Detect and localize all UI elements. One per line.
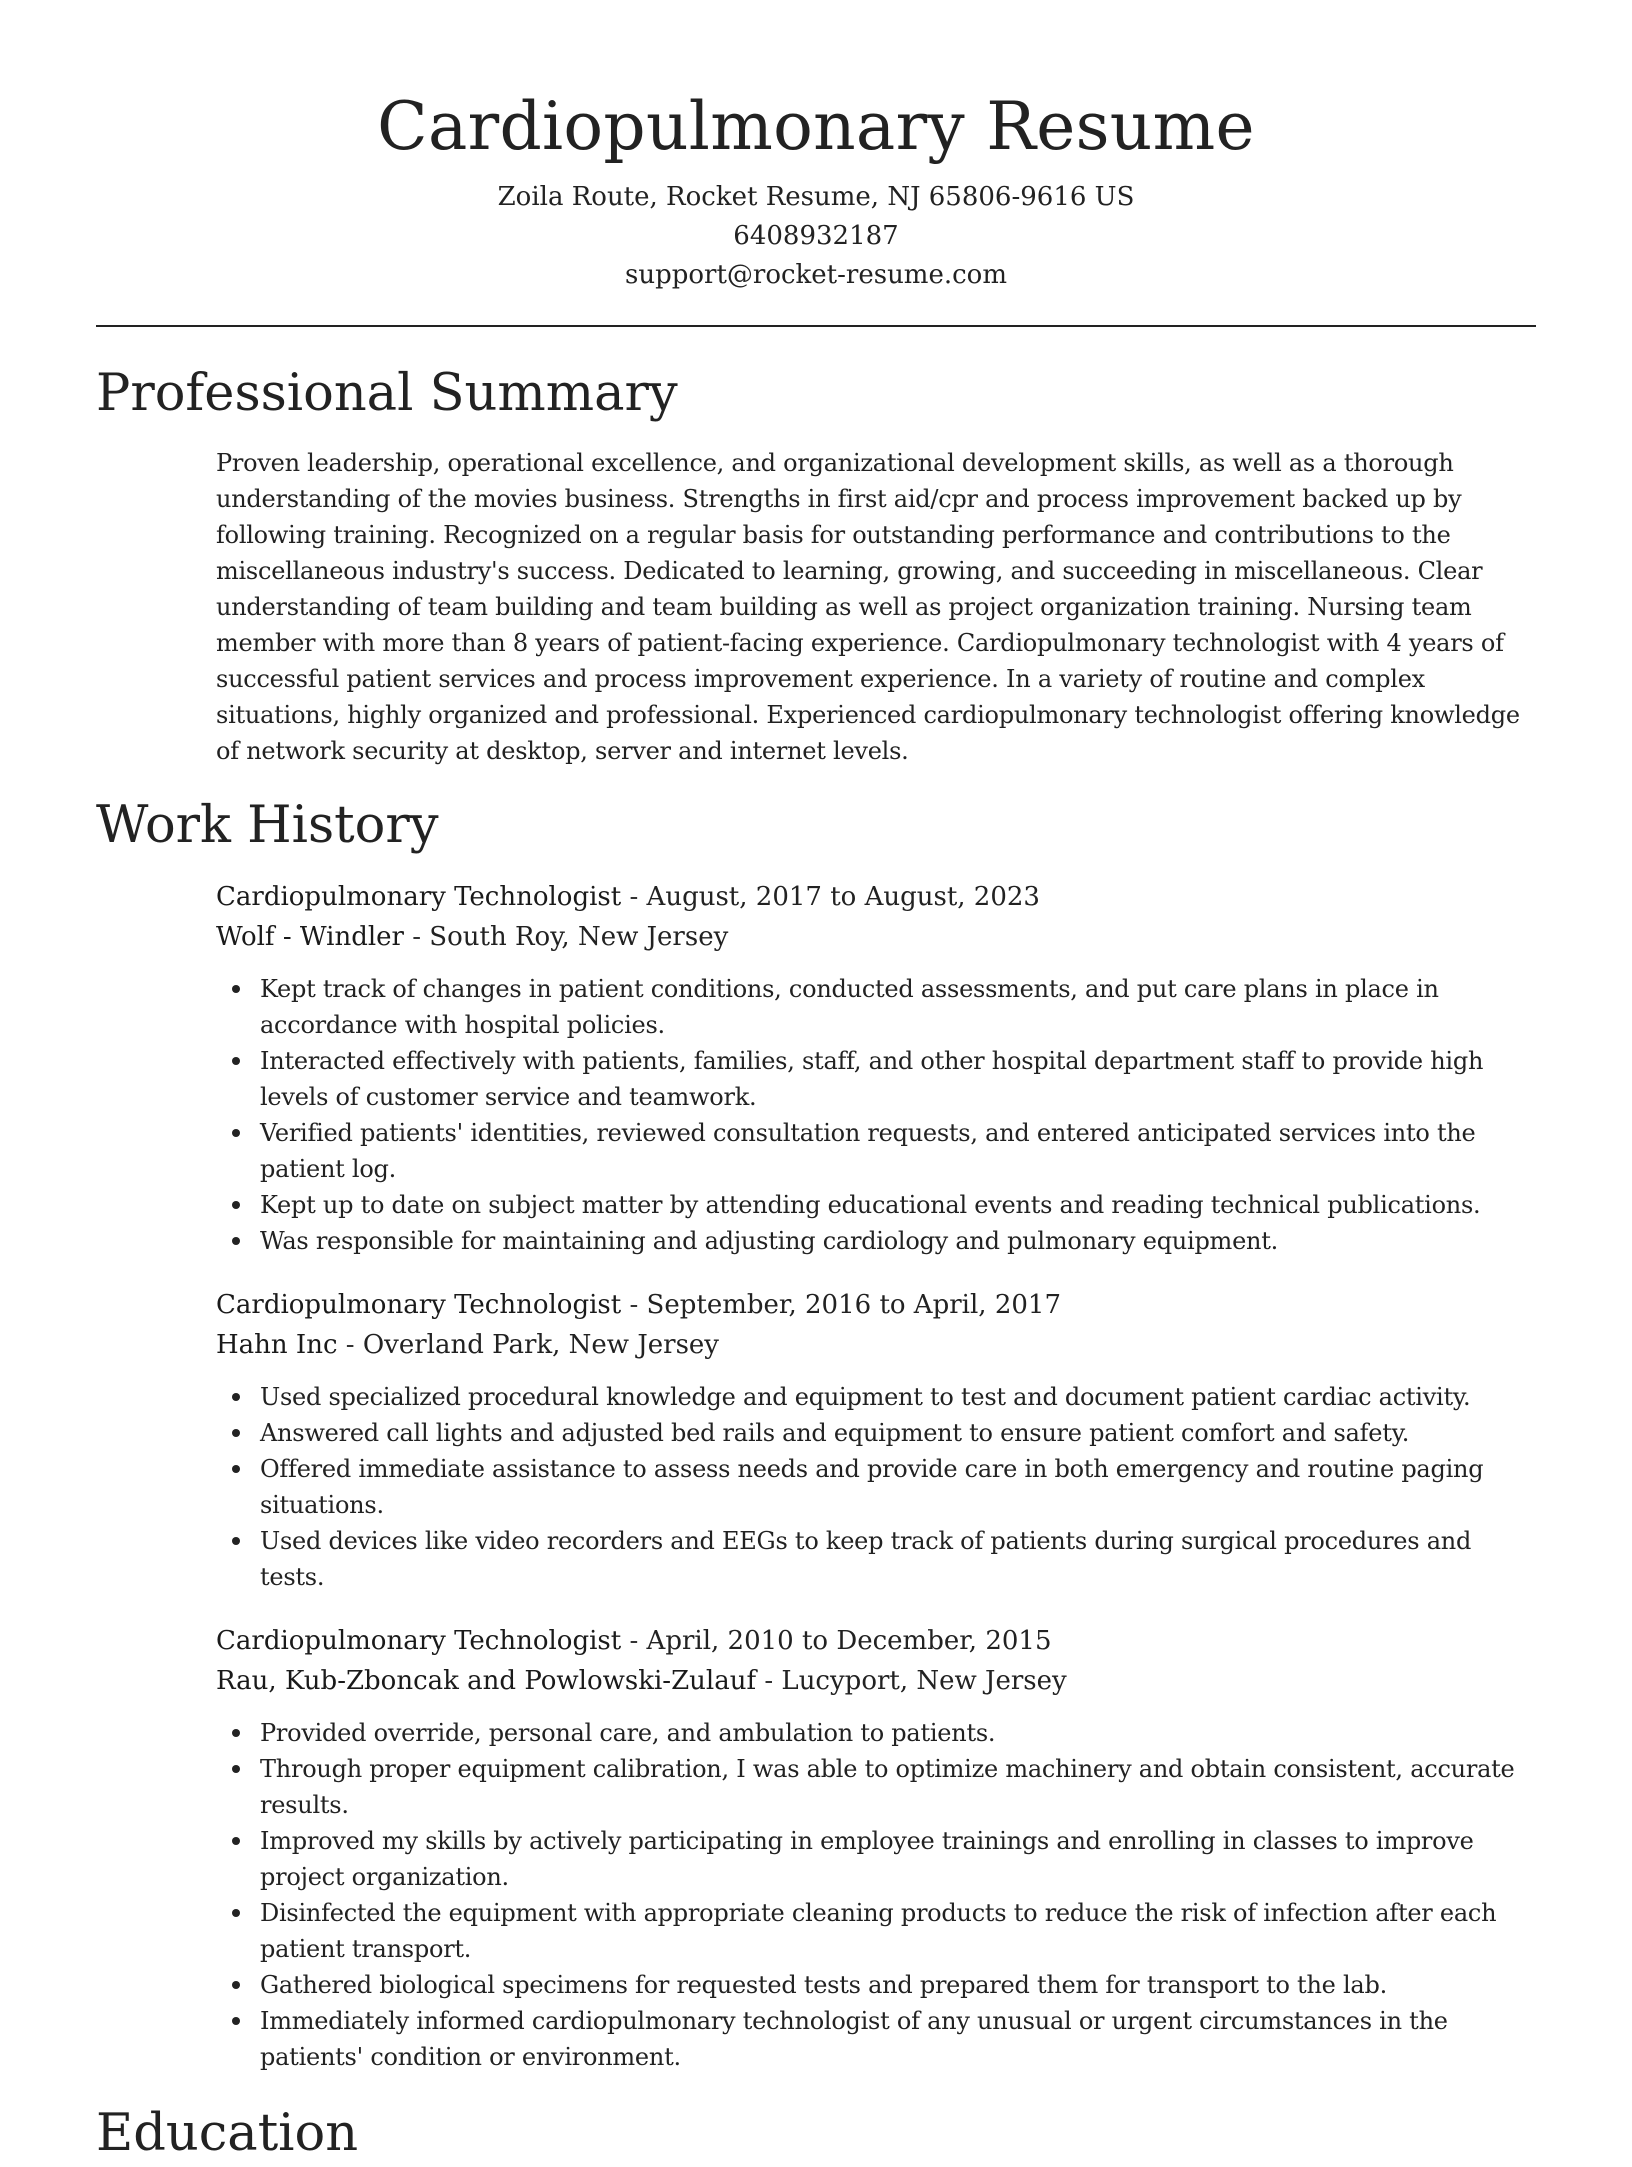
header-divider <box>96 325 1536 327</box>
job-company-line <box>216 1661 1536 1701</box>
job-entry <box>216 1285 1536 1595</box>
separator: - <box>337 1330 363 1360</box>
separator: - <box>403 922 430 952</box>
separator: - <box>756 1666 782 1696</box>
job-title: Cardiopulmonary Technologist <box>216 882 622 912</box>
contact-phone: 6408932187 <box>733 221 899 251</box>
separator: - <box>621 1290 647 1320</box>
job-bullet: Used devices like video recorders and EEGs to keep track of patients during surgical procedures and tests. <box>260 1523 1536 1595</box>
section-heading-education: Education <box>96 2104 359 2163</box>
job-bullet: Was responsible for maintaining and adjusting cardiology and pulmonary equipment. <box>260 1223 1536 1259</box>
section-heading-work-history: Work History <box>96 796 439 855</box>
job-bullet: Gathered biological specimens for requested tests and prepared them for transport to the lab. <box>260 1967 1536 2003</box>
job-bullet: Offered immediate assistance to assess needs and provide care in both emergency and routine paging situations. <box>260 1451 1536 1523</box>
job-title: Cardiopulmonary Technologist <box>216 1626 622 1656</box>
job-company-line <box>216 917 1536 957</box>
job-dates: August, 2017 to August, 2023 <box>646 882 1040 912</box>
contact-address: Zoila Route, Rocket Resume, NJ 65806-9616 US <box>497 182 1135 212</box>
job-bullet-list <box>216 1379 1536 1595</box>
job-bullet: Disinfected the equipment with appropriate cleaning products to reduce the risk of infection after each patient transport. <box>260 1895 1536 1967</box>
job-bullet-list <box>216 1715 1536 2075</box>
job-dates: April, 2010 to December, 2015 <box>646 1626 1052 1656</box>
job-title-line <box>216 1621 1536 1661</box>
job-location: South Roy, New Jersey <box>429 922 729 952</box>
job-company: Rau, Kub-Zboncak and Powlowski-Zulauf <box>216 1666 757 1696</box>
job-bullet: Kept up to date on subject matter by attending educational events and reading technical publications. <box>260 1187 1536 1223</box>
job-bullet: Provided override, personal care, and ambulation to patients. <box>260 1715 1536 1751</box>
job-entry <box>216 877 1536 1259</box>
job-bullet-list <box>216 971 1536 1259</box>
job-bullet: Kept track of changes in patient conditions, conducted assessments, and put care plans in place in accordance with hospital policies. <box>260 971 1536 1043</box>
job-title-line <box>216 877 1536 917</box>
job-bullet: Immediately informed cardiopulmonary technologist of any unusual or urgent circumstances in the patients' condition or environment. <box>260 2003 1536 2075</box>
resume-title: Cardiopulmonary Resume <box>377 88 1255 165</box>
job-bullet: Interacted effectively with patients, families, staff, and other hospital department staff to provide high levels of customer service and teamwork. <box>260 1043 1536 1115</box>
job-bullet: Verified patients' identities, reviewed consultation requests, and entered anticipated services into the patient log. <box>260 1115 1536 1187</box>
job-bullet: Used specialized procedural knowledge and equipment to test and document patient cardiac activity. <box>260 1379 1536 1415</box>
job-location: Overland Park, New Jersey <box>362 1330 719 1360</box>
job-bullet: Answered call lights and adjusted bed rails and equipment to ensure patient comfort and safety. <box>260 1415 1536 1451</box>
job-title: Cardiopulmonary Technologist <box>216 1290 622 1320</box>
job-dates: September, 2016 to April, 2017 <box>646 1290 1061 1320</box>
section-heading-summary: Professional Summary <box>96 364 678 423</box>
contact-email: support@rocket-resume.com <box>624 260 1007 290</box>
separator: - <box>621 882 647 912</box>
job-bullet: Improved my skills by actively participating in employee trainings and enrolling in classes to improve project organization. <box>260 1823 1536 1895</box>
work-history-section <box>216 877 1536 2075</box>
contact-block <box>96 178 1536 295</box>
job-location: Lucyport, New Jersey <box>781 1666 1067 1696</box>
summary-section <box>216 445 1536 769</box>
resume-header <box>96 0 1536 295</box>
summary-text: Proven leadership, operational excellence, and organizational development skills, as well as a thorough understanding of the movies business. Strengths in first aid/cpr and process improvement backed up by following training. Recognized on a regular basis for outstanding performance and contributions to the miscellaneous industry's success. Dedicated to learning, growing, and succeeding in miscellaneous. Clear understanding of team building and team building as well as project organization training. Nursing team member with more than 8 years of patient-facing experience. Cardiopulmonary technologist with 4 years of successful patient services and process improvement experience. In a variety of routine and complex situations, highly organized and professional. Experienced cardiopulmonary technologist offering knowledge of network security at desktop, server and internet levels. <box>216 449 1520 765</box>
job-company: Hahn Inc <box>216 1330 338 1360</box>
job-company-line <box>216 1325 1536 1365</box>
job-company: Wolf - Windler <box>216 922 404 952</box>
job-bullet: Through proper equipment calibration, I was able to optimize machinery and obtain consistent, accurate results. <box>260 1751 1536 1823</box>
job-entry <box>216 1621 1536 2075</box>
resume-page <box>96 0 1536 2167</box>
separator: - <box>621 1626 647 1656</box>
job-title-line <box>216 1285 1536 1325</box>
